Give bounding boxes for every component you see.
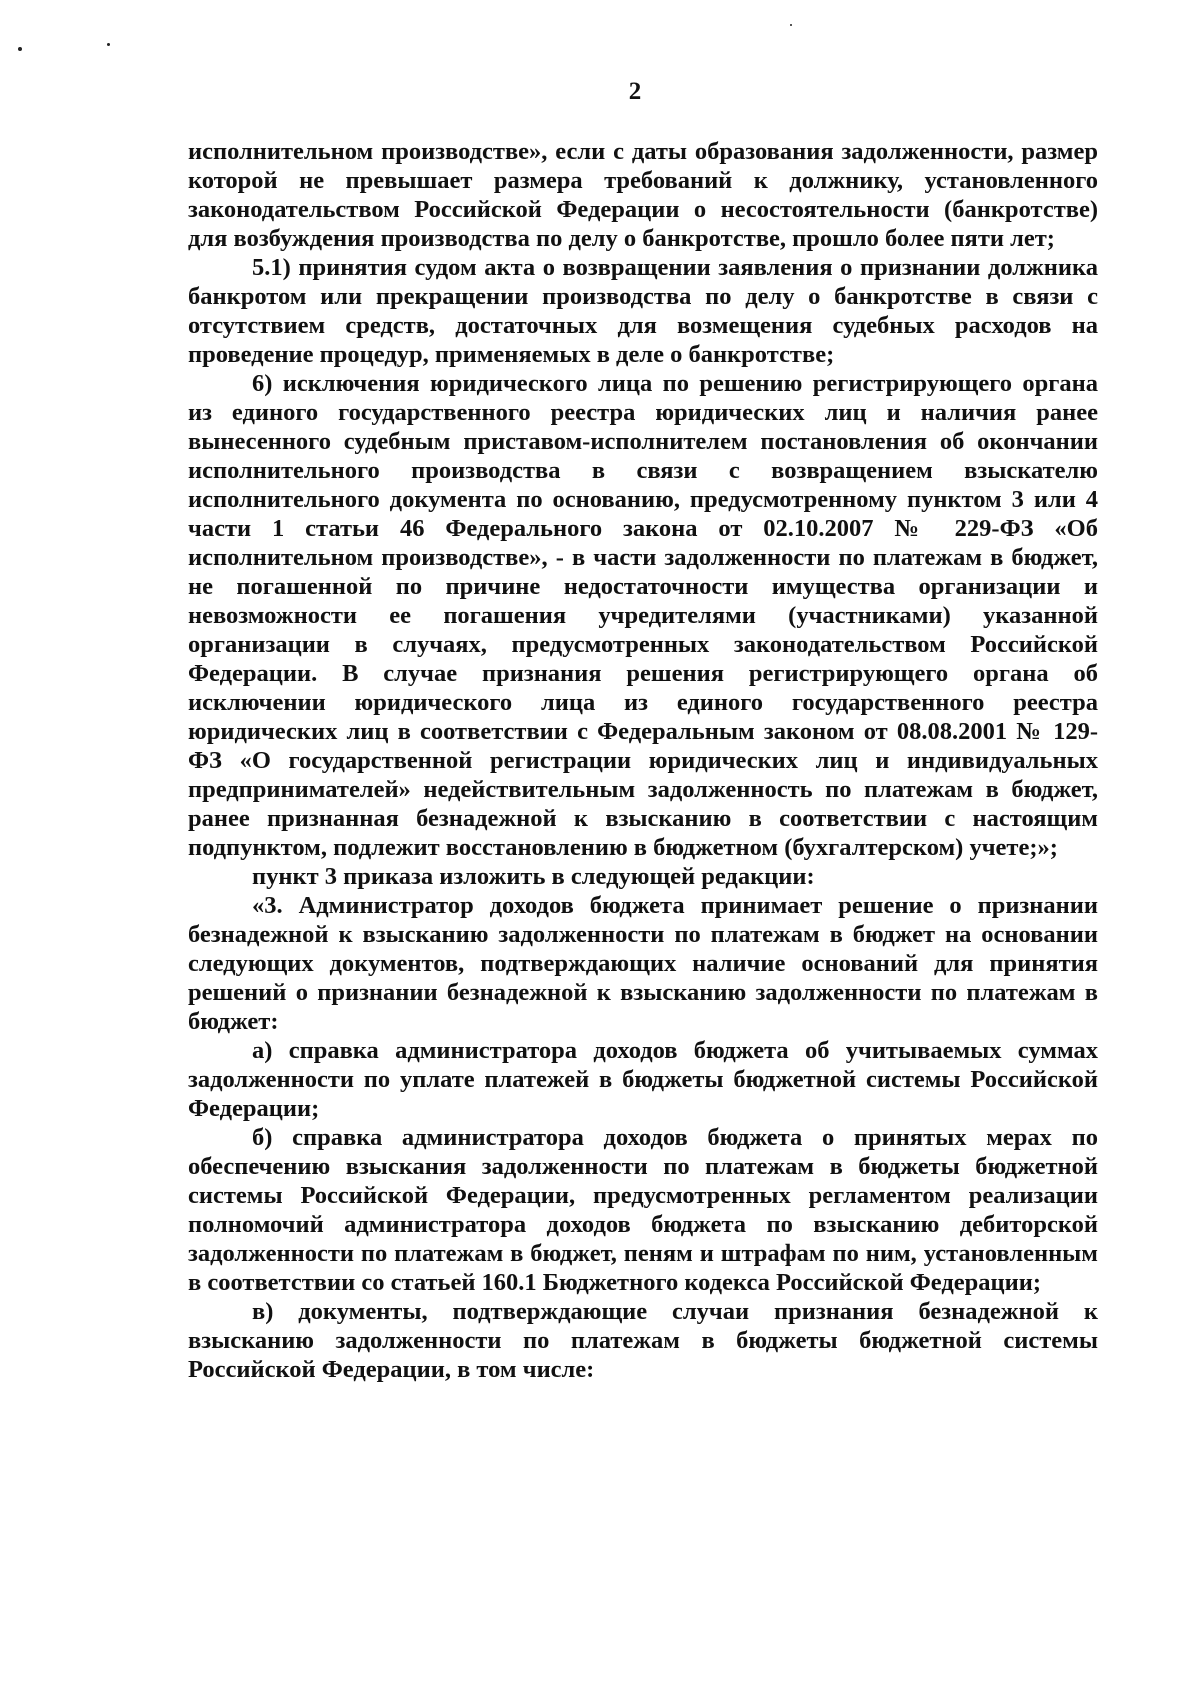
scan-speck bbox=[790, 24, 792, 26]
paragraph-item-b: б) справка администратора доходов бюджета о принятых мерах по обеспечению взыскания задолженности по платежам в бюджеты бюджетной системы Российской Федерации, предусмотренных регламентом реализации полномочий администратора доходов бюджета по взысканию дебиторской задолженности по платежам в бюджет, пеням и штрафам по ним, установленным в соответствии со статьей 160.1 Бюджетного кодекса Российской Федерации; bbox=[188, 1124, 1098, 1296]
document-body bbox=[188, 137, 1098, 1384]
scan-speck bbox=[107, 43, 110, 46]
paragraph-continuation: исполнительном производстве», если с даты образования задолженности, размер которой не превышает размера требований к должнику, установленного законодательством Российской Федерации о несостоятельности (банкротстве) для возбуждения производства по делу о банкротстве, прошло более пяти лет; bbox=[188, 138, 1098, 252]
paragraph-item-5-1: 5.1) принятия судом акта о возвращении заявления о признании должника банкротом или прекращении производства по делу о банкротстве в связи с отсутствием средств, достаточных для возмещения судебных расходов на проведение процедур, применяемых в деле о банкротстве; bbox=[188, 254, 1098, 368]
paragraph-item-v: в) документы, подтверждающие случаи признания безнадежной к взысканию задолженности по платежам в бюджеты бюджетной системы Российской Федерации, в том числе: bbox=[188, 1298, 1098, 1383]
paragraph-point-3: «3. Администратор доходов бюджета принимает решение о признании безнадежной к взысканию задолженности по платежам в бюджет на основании следующих документов, подтверждающих наличие оснований для принятия решений о признании безнадежной к взысканию задолженности по платежам в бюджет: bbox=[188, 892, 1098, 1035]
paragraph-item-a: а) справка администратора доходов бюджета об учитываемых суммах задолженности по уплате платежей в бюджеты бюджетной системы Российской Федерации; bbox=[188, 1037, 1098, 1122]
paragraph-item-6: 6) исключения юридического лица по решению регистрирующего органа из единого государственного реестра юридических лиц и наличия ранее вынесенного судебным приставом-исполнителем постановления об окончании исполнительного производства в связи с возвращением взыскателю исполнительного документа по основанию, предусмотренному пунктом 3 или 4 части 1 статьи 46 Федерального закона от 02.10.2007 № 229-ФЗ «Об исполнительном производстве», - в части задолженности по платежам в бюджет, не погашенной по причине недостаточности имущества организации и невозможности ее погашения учредителями (участниками) указанной организации в случаях, предусмотренных законодательством Российской Федерации. В случае признания решения регистрирующего органа об исключении юридического лица из единого государственного реестра юридических лиц в соответствии с Федеральным законом от 08.08.2001 № 129-ФЗ «О государственной регистрации юридических лиц и индивидуальных предпринимателей» недействительным задолженность по платежам в бюджет, ранее признанная безнадежной к взысканию в соответствии с настоящим подпунктом, подлежит восстановлению в бюджетном (бухгалтерском) учете;»; bbox=[188, 370, 1098, 861]
page-number: 2 bbox=[628, 78, 642, 105]
paragraph-amendment-intro: пункт 3 приказа изложить в следующей редакции: bbox=[252, 863, 815, 890]
scan-speck bbox=[18, 47, 22, 51]
